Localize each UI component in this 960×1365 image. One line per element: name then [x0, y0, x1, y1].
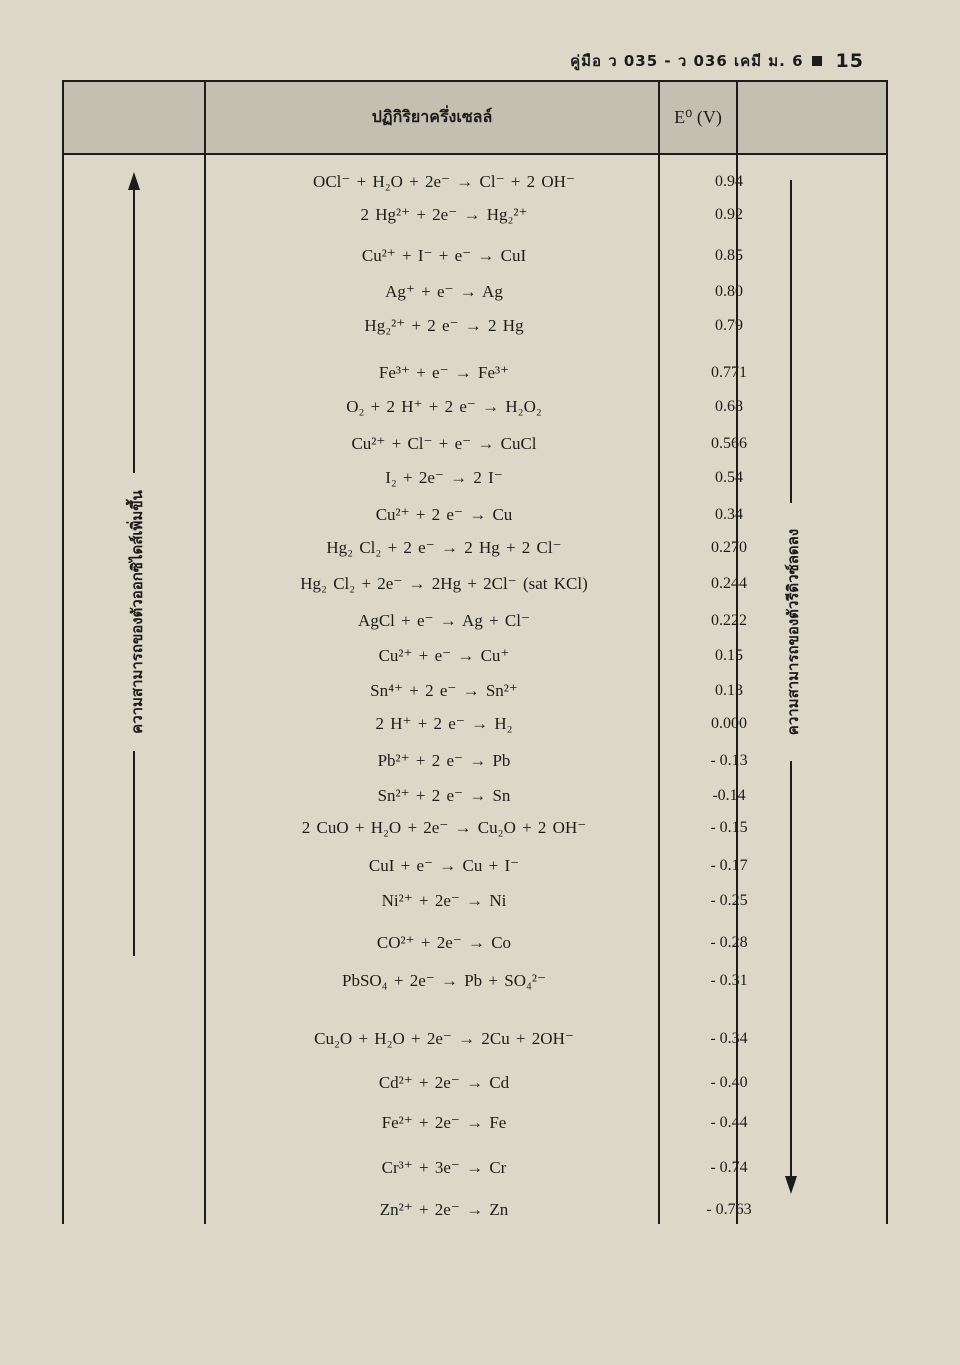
- e0-value-cell: 0.68: [715, 398, 743, 415]
- reaction-cell: Ni²⁺ + 2e⁻ → Ni: [381, 891, 507, 910]
- e0-value-cell: 0.270: [711, 539, 747, 556]
- reaction-cell: Hg₂²⁺ + 2 e⁻ → 2 Hg: [364, 316, 524, 335]
- reaction-cell: CO²⁺ + 2e⁻ → Co: [376, 933, 512, 952]
- e0-value-cell: 0.566: [711, 435, 747, 452]
- e0-value-cell: 0.92: [715, 206, 743, 223]
- half-cell-potential-table: [62, 80, 888, 1224]
- e0-value-cell: - 0.25: [710, 892, 748, 909]
- e0-value-cell: 0.244: [711, 575, 747, 592]
- page-number: 15: [835, 50, 864, 72]
- reaction-cell: Cu²⁺ + I⁻ + e⁻ → CuI: [361, 246, 527, 265]
- page-header: [570, 46, 864, 76]
- e0-value-cell: - 0.13: [710, 752, 748, 769]
- reaction-cell: CuI + e⁻ → Cu + I⁻: [368, 856, 520, 875]
- e0-value-cell: - 0.34: [710, 1030, 748, 1047]
- reaction-cell: Cd²⁺ + 2e⁻ → Cd: [378, 1073, 510, 1092]
- e0-value-cell: - 0.28: [710, 934, 748, 951]
- e0-value-cell: 0.34: [715, 506, 743, 523]
- reaction-cell: Cu₂O + H₂O + 2e⁻ → 2Cu + 2OH⁻: [314, 1029, 574, 1048]
- e0-value-cell: - 0.17: [710, 857, 748, 874]
- reaction-cell: Zn²⁺ + 2e⁻ → Zn: [379, 1200, 509, 1219]
- reaction-cell: AgCl + e⁻ → Ag + Cl⁻: [358, 611, 530, 630]
- e0-value-cell: - 0.15: [710, 819, 748, 836]
- reaction-cell: Cu²⁺ + 2 e⁻ → Cu: [375, 505, 513, 524]
- square-bullet-icon: [812, 56, 822, 66]
- reaction-cell: 2 CuO + H₂O + 2e⁻ → Cu₂O + 2 OH⁻: [301, 818, 587, 837]
- reaction-cell: Cu²⁺ + Cl⁻ + e⁻ → CuCl: [351, 434, 537, 453]
- e0-value-cell: 0.85: [715, 247, 743, 264]
- e0-column-header: E⁰ (V): [674, 107, 722, 127]
- e0-value-cell: 0.54: [715, 469, 743, 486]
- e0-value-cell: 0.13: [715, 682, 743, 699]
- e0-value-cell: 0.15: [715, 647, 743, 664]
- e0-value-cell: 0.771: [711, 364, 747, 381]
- reaction-cell: Ag⁺ + e⁻ → Ag: [385, 282, 503, 301]
- e0-value-cell: - 0.763: [706, 1201, 752, 1218]
- reaction-cell: Hg₂ Cl₂ + 2e⁻ → 2Hg + 2Cl⁻ (sat KCl): [300, 574, 588, 593]
- table-header: [64, 80, 886, 155]
- reaction-cell: O₂ + 2 H⁺ + 2 e⁻ → H₂O₂: [346, 397, 542, 416]
- reaction-cell: 2 Hg²⁺ + 2e⁻ → Hg₂²⁺: [360, 205, 528, 224]
- reaction-cell: PbSO₄ + 2e⁻ → Pb + SO₄²⁻: [342, 971, 546, 990]
- e0-value-cell: - 0.40: [710, 1074, 748, 1091]
- e0-value-cell: - 0.44: [710, 1114, 748, 1131]
- e0-value-cell: 0.94: [715, 173, 743, 190]
- e0-value-cell: - 0.31: [710, 972, 748, 989]
- reaction-cell: Fe²⁺ + 2e⁻ → Fe: [381, 1113, 507, 1132]
- arrow-down-icon: [785, 1176, 797, 1194]
- e0-value-cell: 0.000: [711, 715, 747, 732]
- reaction-cell: Fe³⁺ + e⁻ → Fe³⁺: [378, 363, 510, 382]
- reaction-cell: I₂ + 2e⁻ → 2 I⁻: [385, 468, 503, 487]
- reaction-cell: Pb²⁺ + 2 e⁻ → Pb: [377, 751, 511, 770]
- reaction-cell: Sn⁴⁺ + 2 e⁻ → Sn²⁺: [370, 681, 518, 700]
- reaction-cell: OCl⁻ + H₂O + 2e⁻ → Cl⁻ + 2 OH⁻: [313, 172, 575, 191]
- e0-value-cell: 0.80: [715, 283, 743, 300]
- reaction-cell: 2 H⁺ + 2 e⁻ → H₂: [375, 714, 513, 733]
- e0-value-cell: -0.14: [712, 787, 746, 804]
- e0-value-cell: - 0.74: [710, 1159, 748, 1176]
- reaction-cell: Cu²⁺ + e⁻ → Cu⁺: [378, 646, 510, 665]
- reaction-cell: Sn²⁺ + 2 e⁻ → Sn: [377, 786, 511, 805]
- book-title: คู่มือ ว 035 - ว 036 เคมี ม. 6: [570, 52, 804, 70]
- reaction-cell: Hg₂ Cl₂ + 2 e⁻ → 2 Hg + 2 Cl⁻: [326, 538, 562, 557]
- left-arrow-label: ความสามารถของตัวออกซิไดส์เพิ่มขึ้น: [125, 473, 149, 751]
- right-arrow-label: ความสามารถของตัวรีดิวซ์ลดลง: [781, 503, 805, 761]
- e0-value-cell: 0.222: [711, 612, 747, 629]
- reaction-cell: Cr³⁺ + 3e⁻ → Cr: [381, 1158, 507, 1177]
- e0-value-cell: 0.79: [715, 317, 743, 334]
- reaction-column-header: ปฏิกิริยาครึ่งเซลล์: [371, 107, 493, 126]
